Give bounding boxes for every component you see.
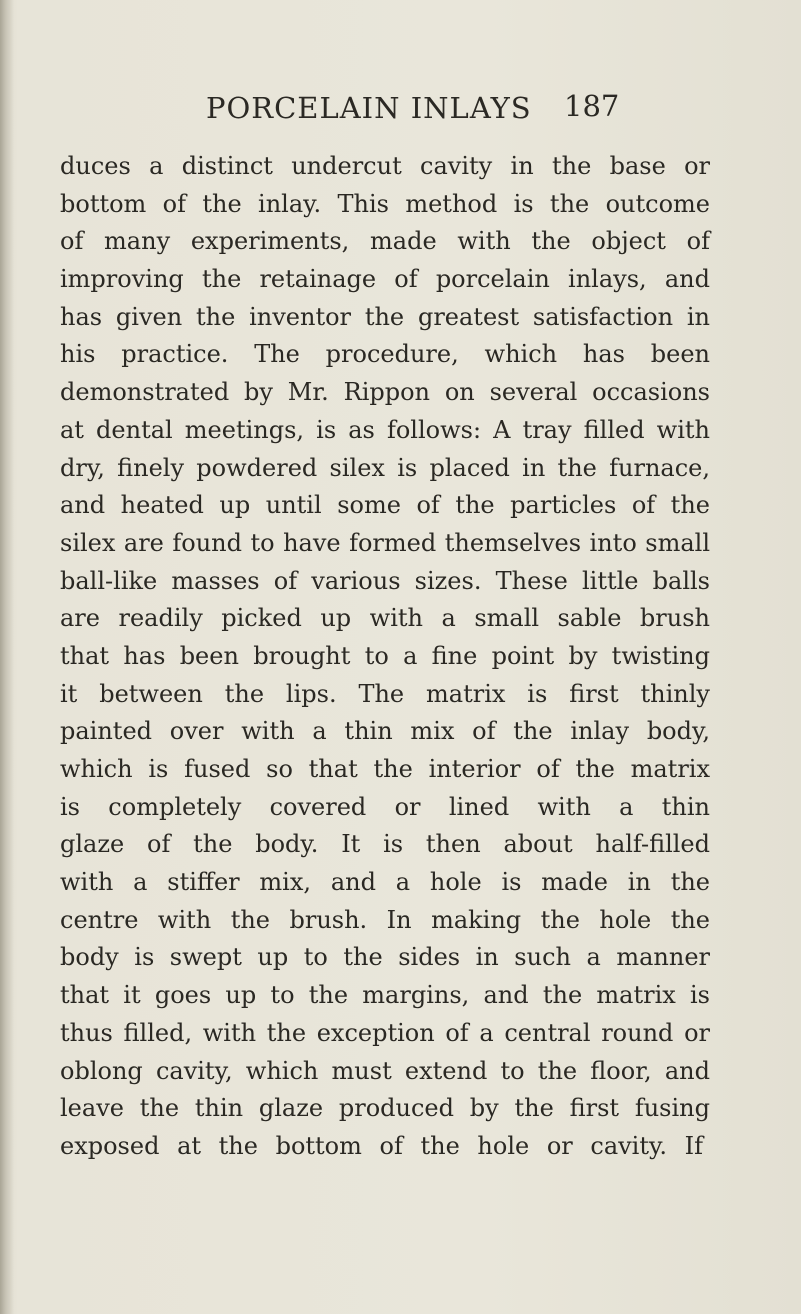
text-line: his practice. The procedure, which has been xyxy=(60,340,710,369)
text-line: glaze of the body. It is then about half-filled xyxy=(60,830,710,859)
text-line: dry, finely powdered silex is placed in the furnace, xyxy=(60,453,710,482)
text-line: at dental meetings, is as follows: A tray filled with xyxy=(60,415,710,444)
text-line: bottom of the inlay. This method is the outcome xyxy=(60,189,710,218)
text-line: with a stiffer mix, and a hole is made in the xyxy=(60,868,710,897)
page-header xyxy=(206,91,666,139)
text-line: exposed at the bottom of the hole or cavity. If xyxy=(60,1131,703,1160)
running-head: PORCELAIN INLAYS xyxy=(206,91,532,125)
body-text xyxy=(60,148,710,1166)
page-number: 187 xyxy=(564,89,620,123)
text-line: oblong cavity, which must extend to the floor, and xyxy=(60,1056,710,1085)
text-line: improving the retainage of porcelain inlays, and xyxy=(60,265,710,294)
text-line: is completely covered or lined with a thin xyxy=(60,792,710,821)
text-line: thus filled, with the exception of a central round or xyxy=(60,1018,710,1047)
text-line: silex are found to have formed themselves into small xyxy=(60,528,710,557)
text-line: leave the thin glaze produced by the first fusing xyxy=(60,1094,710,1123)
text-line: are readily picked up with a small sable brush xyxy=(60,604,710,633)
text-line: which is fused so that the interior of the matrix xyxy=(60,755,710,783)
text-line: that it goes up to the margins, and the matrix is xyxy=(60,981,710,1010)
text-line: that has been brought to a fine point by twisting xyxy=(60,641,710,670)
text-line: has given the inventor the greatest satisfaction in xyxy=(60,302,710,331)
text-line: centre with the brush. In making the hole the xyxy=(60,905,710,934)
text-line: body is swept up to the sides in such a manner xyxy=(60,943,710,972)
text-line: duces a distinct undercut cavity in the base or xyxy=(60,152,710,180)
binding-shadow xyxy=(0,0,14,1314)
text-line: and heated up until some of the particles of the xyxy=(60,491,710,520)
text-line: ball-like masses of various sizes. These little balls xyxy=(60,566,710,595)
text-line: of many experiments, made with the object of xyxy=(60,227,710,256)
text-line: demonstrated by Mr. Rippon on several occasions xyxy=(60,378,710,407)
text-line: painted over with a thin mix of the inlay body, xyxy=(60,717,710,746)
text-line: it between the lips. The matrix is first thinly xyxy=(60,679,710,708)
